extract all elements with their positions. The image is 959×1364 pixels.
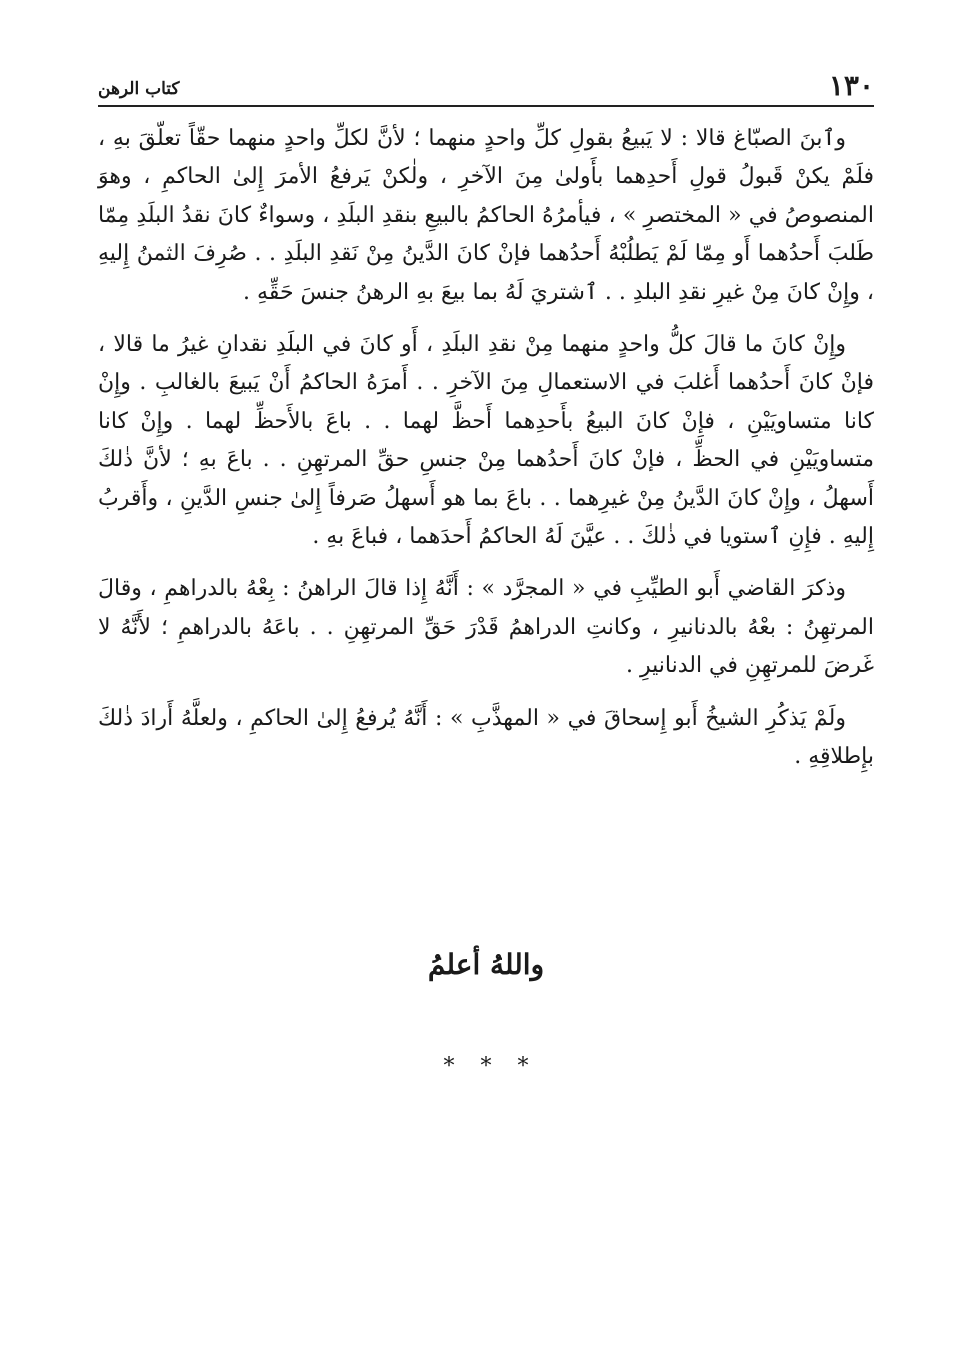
closing-phrase: واللهُ أعلمُ — [427, 948, 545, 981]
paragraph-3: وذكرَ القاضي أَبو الطيِّبِ في « المجرَّد » : أَنَّهُ إِذا قالَ الراهنُ : بِعْهُ بالدراهمِ ، وقالَ المرتهِنُ : بعْهُ بالدنانيرِ ، وكانتِ الدراهمُ قَدْرَ حَقِّ المرتهِنِ . . باعَهُ بالدراهمِ ؛ لأَنَّهُ لا غَرضَ للمرتهِنِ في الدنانيرِ . — [98, 576, 874, 679]
page-number: ١٣٠ — [828, 69, 874, 102]
paragraph-4: ولَمْ يَذكُرِ الشيخُ أَبو إِسحاقَ في « المهذَّبِ » : أَنَّهُ يُرفعُ إِلىٰ الحاكمِ ، ولعلَّهُ أَرادَ ذٰلكَ بإِطلاقِهِ . — [98, 705, 874, 770]
paragraph-2: وإِنْ كانَ ما قالَ كلُّ واحدٍ منهما مِنْ نقدِ البلَدِ ، أَو كانَ في البلَدِ نقدانِ غيرُ ما قالا ، فإنْ كانَ أَحدُهما أَغلبَ في الاستعمالِ مِنَ الآخرِ . . أَمرَهُ الحاكمُ أَنْ يَبيعَ بالغالبِ . وإِنْ كانا متساويَيْنِ ، فإِنْ كانَ البيعُ بأَحدِهما أَحظَّ لهما . . باعَ بالأَحظِّ لهما . وإِنْ كانا متساويَيْنِ في الحظِّ ، فإنْ كانَ أَحدُهما مِنْ جنسِ حقِّ المرتهِنِ . . باعَ بهِ ؛ لأنَّ ذٰلكَ أَسهلُ ، وإِنْ كانَ الدَّينُ مِنْ غيرِهما . . باعَ بما هو أَسهلُ صَرفاً إِلىٰ جنسِ الدَّينِ ، وأَقربُ إِليهِ . فإِنِ ٱستويا في ذٰلكَ . . عيَّنَ لَهُ الحاكمُ أَحدَهما ، فباعَ بهِ . — [98, 332, 874, 550]
header-rule — [98, 105, 874, 107]
main-text — [98, 120, 874, 791]
paragraph-1: وٱبنَ الصبّاغ قالا : لا يَبيعُ بقولِ كلِّ واحدٍ منهما ؛ لأنَّ لكلِّ واحدٍ منهما حقّاً تعلّقَ بهِ ، فلَمْ يكنْ قَبولُ قولِ أَحدِهما بأَولىٰ مِنَ الآخرِ ، ولٰكنْ يَرفعُ الأمرَ إِلىٰ الحاكمِ ، وهوَ المنصوصُ في « المختصرِ » ، فيأمرُهُ الحاكمُ بالبيعِ بنقدِ البلَدِ ، وسواءٌ كانَ نقدُ البلَدِ مِمّا طَلبَ أَحدُهما أَو مِمّا لَمْ يَطلُبْهُ أَحدُهما فإنْ كانَ الدَّينُ مِنْ نَقدِ البلَدِ . . صُرِفَ الثمنُ إِليهِ ، وإِنْ كانَ مِنْ غيرِ نقدِ البلدِ . . ٱشتريَ لَهُ بما بيعَ بهِ الرهنُ جنسَ حَقِّهِ . — [98, 126, 874, 305]
running-head — [98, 66, 874, 106]
book-title: كتاب الرهن — [98, 79, 180, 99]
asterism-ornament: *** — [443, 1054, 555, 1079]
